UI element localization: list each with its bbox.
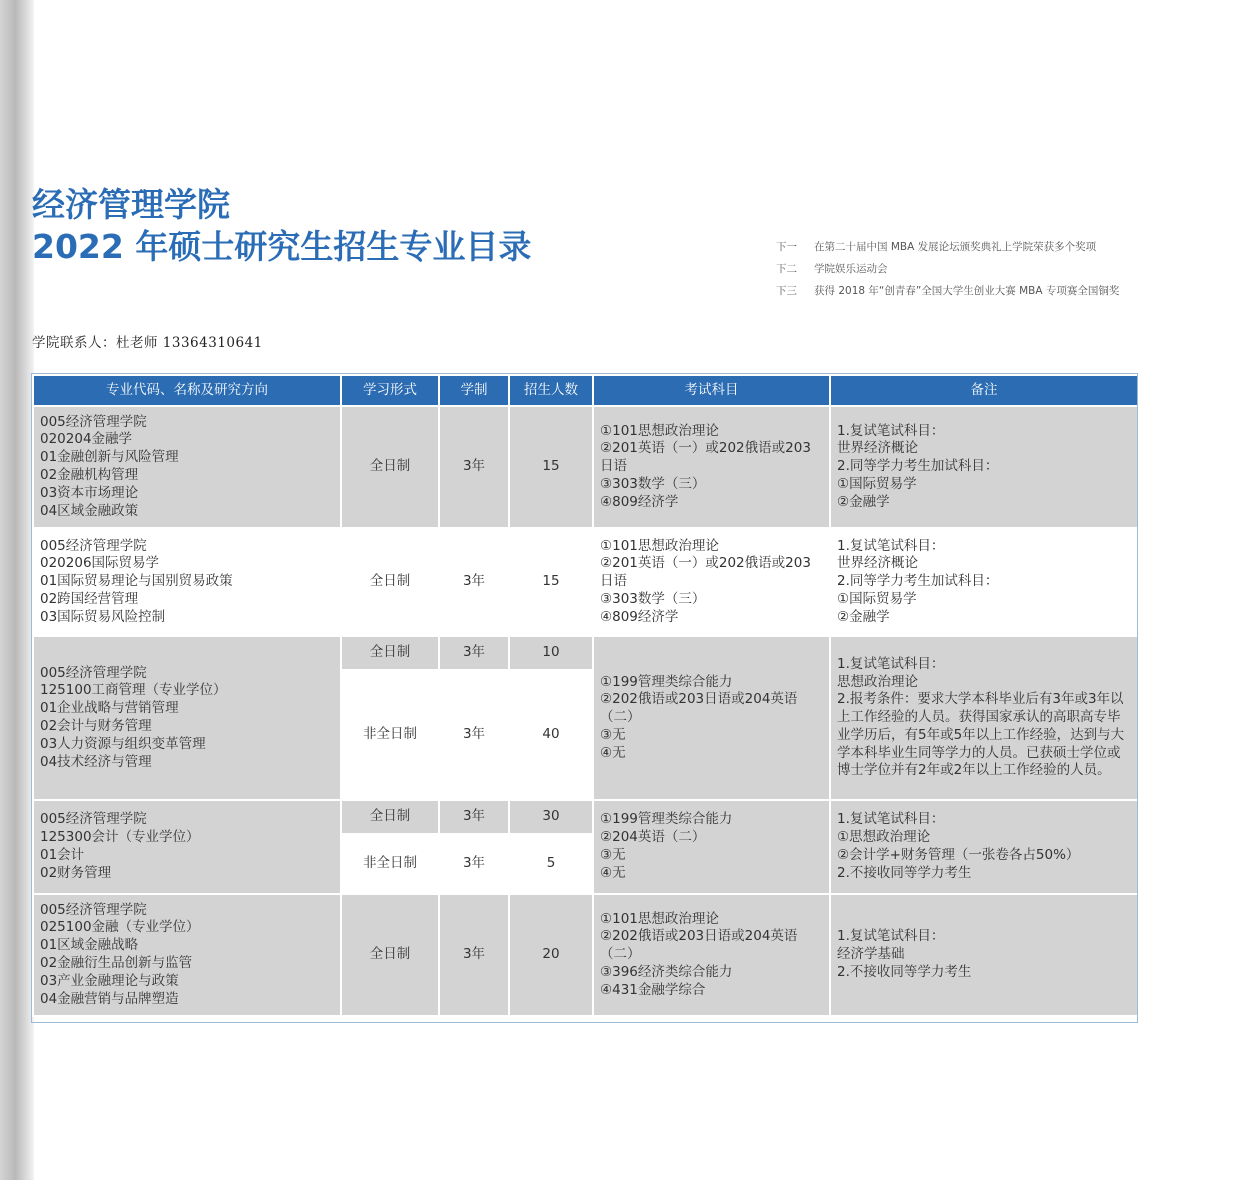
exam-line: ③303数学（三） — [600, 590, 706, 607]
program-line: 005经济管理学院 — [40, 901, 147, 918]
school-name: 经济管理学院 — [32, 185, 230, 224]
program-line: 01国际贸易理论与国别贸易政策 — [40, 573, 233, 590]
duration-cell: 3年 — [439, 406, 509, 528]
program-line: 01会计 — [40, 847, 85, 863]
note-line: 世界经济概论 — [837, 440, 918, 457]
note-line: 1.复试笔试科目： — [837, 655, 945, 672]
catalog-title: 2022 年硕士研究生招生专业目录 — [32, 227, 532, 266]
table-row — [33, 894, 1138, 1016]
caption-row — [776, 258, 1119, 280]
caption-text: 在第二十届中国 MBA 发展论坛颁奖典礼上学院荣获多个奖项 — [814, 241, 1097, 253]
note-line: ②金融学 — [837, 608, 890, 625]
exam-subjects-cell — [593, 800, 830, 894]
book-spine-shadow — [0, 0, 34, 1180]
exam-line: ③无 — [600, 847, 626, 863]
program-line: 04技术经济与管理 — [40, 753, 152, 770]
photo-captions — [776, 236, 1119, 302]
header-exam-subjects: 考试科目 — [593, 375, 830, 406]
program-line: 125300会计（专业学位） — [40, 829, 200, 846]
note-line: ②会计学+财务管理（一张卷各占50%） — [837, 847, 1080, 863]
note-line: 1.复试笔试科目： — [837, 928, 945, 945]
study-form-cell: 全日制 — [341, 636, 439, 670]
exam-line: ①101思想政治理论 — [600, 422, 719, 439]
notes-cell — [830, 636, 1138, 800]
note-line: 经济学基础 — [837, 946, 905, 963]
exam-line: ①199管理类综合能力 — [600, 673, 733, 690]
enrollment-cell: 15 — [509, 528, 593, 636]
header-study-form: 学习形式 — [341, 375, 439, 406]
exam-line: ④809经济学 — [600, 493, 679, 510]
header-notes: 备注 — [830, 375, 1138, 406]
program-line: 01区域金融战略 — [40, 937, 139, 954]
study-form-cell: 非全日制 — [341, 670, 439, 800]
duration-cell: 3年 — [439, 636, 509, 670]
exam-line: ①101思想政治理论 — [600, 537, 719, 554]
notes-cell — [830, 800, 1138, 894]
program-line: 02金融衍生品创新与监管 — [40, 955, 193, 971]
duration-cell: 3年 — [439, 670, 509, 800]
program-line: 03产业金融理论与政策 — [40, 972, 179, 989]
program-line: 005经济管理学院 — [40, 811, 147, 828]
enrollment-cell: 15 — [509, 406, 593, 528]
program-line: 005经济管理学院 — [40, 537, 147, 554]
program-line: 02跨国经营管理 — [40, 590, 139, 607]
exam-subjects-cell — [593, 406, 830, 528]
exam-line: ④无 — [600, 744, 626, 761]
header-program: 专业代码、名称及研究方向 — [33, 375, 341, 406]
page-title — [32, 184, 531, 268]
study-form-cell: 全日制 — [341, 800, 439, 834]
program-line: 03人力资源与组织变革管理 — [40, 735, 206, 752]
enrollment-cell: 40 — [509, 670, 593, 800]
exam-line: ①199管理类综合能力 — [600, 811, 733, 828]
enrollment-cell: 5 — [509, 834, 593, 894]
study-form-cell: 非全日制 — [341, 834, 439, 894]
duration-cell: 3年 — [439, 834, 509, 894]
note-line: 1.复试笔试科目： — [837, 811, 945, 828]
program-cell — [33, 894, 341, 1016]
study-form-cell: 全日制 — [341, 528, 439, 636]
program-line: 020206国际贸易学 — [40, 555, 160, 572]
caption-text: 获得 2018 年“创青春”全国大学生创业大赛 MBA 专项赛全国铜奖 — [814, 285, 1120, 297]
program-cell — [33, 800, 341, 894]
study-form-cell: 全日制 — [341, 406, 439, 528]
exam-line: ④809经济学 — [600, 608, 679, 625]
exam-line: ②202俄语或203日语或204英语（二） — [600, 928, 798, 963]
contact-person: 学院联系人：杜老师 13364310641 — [32, 335, 263, 351]
program-line: 02财务管理 — [40, 864, 112, 881]
duration-cell: 3年 — [439, 528, 509, 636]
table-header-row — [33, 375, 1138, 406]
note-line: 2.不接收同等学力考生 — [837, 864, 972, 881]
program-line: 01企业战略与营销管理 — [40, 700, 179, 717]
caption-row — [776, 236, 1119, 258]
note-line: 2.同等学力考生加试科目： — [837, 458, 999, 475]
table-row — [33, 528, 1138, 636]
program-cell — [33, 636, 341, 800]
program-cell — [33, 528, 341, 636]
program-catalog-table — [32, 374, 1139, 1017]
program-line: 02会计与财务管理 — [40, 718, 152, 734]
program-line: 005经济管理学院 — [40, 664, 147, 681]
caption-index: 下三 — [776, 285, 797, 297]
exam-line: ④无 — [600, 864, 626, 881]
program-line: 125100工商管理（专业学位） — [40, 682, 227, 699]
enrollment-cell: 20 — [509, 894, 593, 1016]
exam-line: ③无 — [600, 726, 626, 743]
note-line: 1.复试笔试科目： — [837, 422, 945, 439]
header-duration: 学制 — [439, 375, 509, 406]
program-line: 005经济管理学院 — [40, 413, 147, 430]
note-line: 2.不接收同等学力考生 — [837, 963, 972, 980]
program-line: 025100金融（专业学位） — [40, 919, 200, 936]
program-line: 02金融机构管理 — [40, 467, 139, 483]
note-line: 世界经济概论 — [837, 555, 918, 572]
program-line: 01金融创新与风险管理 — [40, 449, 179, 466]
caption-index: 下二 — [776, 263, 797, 275]
note-line: ①国际贸易学 — [837, 590, 917, 607]
program-cell — [33, 406, 341, 528]
note-line: ①国际贸易学 — [837, 475, 917, 492]
notes-cell — [830, 528, 1138, 636]
duration-cell: 3年 — [439, 894, 509, 1016]
note-line: 2.报考条件：要求大学本科毕业后有3年或3年以上工作经验的人员。获得国家承认的高职高专毕业学历后，有5年或5年以上工作经验，达到与大学本科毕业生同等学力的人员。已获硕士学位或博士学位并有2年或2年以上工作经验的人员。 — [837, 691, 1125, 779]
note-line: ①思想政治理论 — [837, 829, 931, 846]
program-line: 03资本市场理论 — [40, 484, 139, 501]
note-line: 2.同等学力考生加试科目： — [837, 573, 999, 590]
exam-line: ①101思想政治理论 — [600, 910, 719, 927]
exam-subjects-cell — [593, 636, 830, 800]
exam-line: ②204英语（二） — [600, 829, 706, 846]
enrollment-cell: 30 — [509, 800, 593, 834]
duration-cell: 3年 — [439, 800, 509, 834]
exam-subjects-cell — [593, 894, 830, 1016]
note-line: ②金融学 — [837, 493, 890, 510]
exam-line: ④431金融学综合 — [600, 981, 706, 998]
table-row — [33, 636, 1138, 670]
program-line: 04区域金融政策 — [40, 502, 139, 519]
exam-line: ③396经济类综合能力 — [600, 963, 733, 980]
table-row — [33, 800, 1138, 834]
program-line: 04金融营销与品牌塑造 — [40, 990, 179, 1007]
exam-line: ②201英语（一）或202俄语或203日语 — [600, 555, 811, 590]
exam-subjects-cell — [593, 528, 830, 636]
exam-line: ③303数学（三） — [600, 475, 706, 492]
program-line: 020204金融学 — [40, 431, 133, 448]
caption-row — [776, 280, 1119, 302]
table-row — [33, 406, 1138, 528]
note-line: 1.复试笔试科目： — [837, 537, 945, 554]
notes-cell — [830, 406, 1138, 528]
caption-index: 下一 — [776, 241, 797, 253]
program-line: 03国际贸易风险控制 — [40, 608, 166, 625]
caption-text: 学院娱乐运动会 — [814, 263, 888, 275]
header-enrollment: 招生人数 — [509, 375, 593, 406]
notes-cell — [830, 894, 1138, 1016]
note-line: 思想政治理论 — [837, 673, 918, 690]
study-form-cell: 全日制 — [341, 894, 439, 1016]
enrollment-cell: 10 — [509, 636, 593, 670]
exam-line: ②202俄语或203日语或204英语（二） — [600, 691, 798, 726]
exam-line: ②201英语（一）或202俄语或203日语 — [600, 440, 811, 475]
